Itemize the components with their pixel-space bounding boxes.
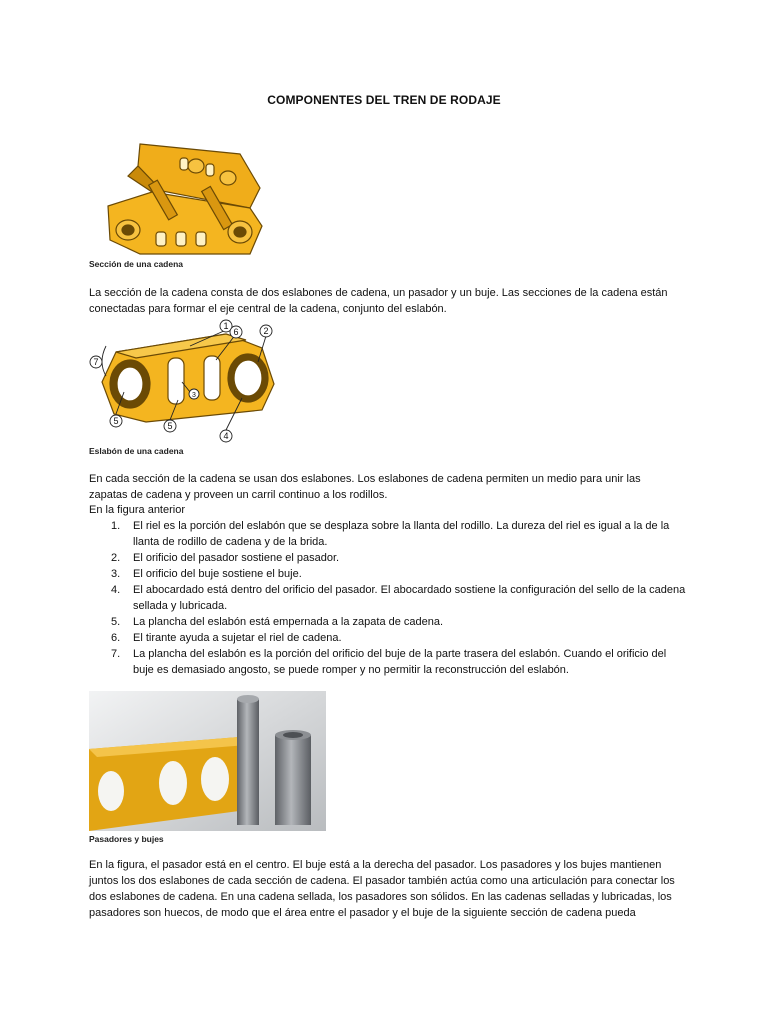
callout-4: 4 — [223, 431, 229, 441]
list-item: 5. La plancha del eslabón está empernada a la zapata de cadena. — [111, 616, 444, 628]
list-item: 1. El riel es la porción del eslabón que se desplaza sobre la llanta del rodillo. La dureza del riel es igual a la de la llanta de rodillo de cadena y de la brida. — [111, 520, 670, 548]
list-item: 7. La plancha del eslabón es la porción del orificio del buje de la parte trasera del eslabón. Cuando el orificio del buje es demasiado angosto, se puede romper y no permitir la reconstrucción del eslabón. — [111, 648, 667, 676]
callout-5b: 5 — [167, 421, 173, 431]
figure-caption: Eslabón de una cadena — [89, 446, 184, 456]
callout-3: 3 — [192, 392, 196, 399]
page-title: COMPONENTES DEL TREN DE RODAJE — [267, 93, 501, 107]
paragraph: En cada sección de la cadena se usan dos eslabones. Los eslabones de cadena permiten un medio para unir las zapatas de cadena y proveen un carril continuo a los rodillos. — [89, 473, 641, 501]
callout-2: 2 — [263, 326, 269, 336]
paragraph: La sección de la cadena consta de dos eslabones de cadena, un pasador y un buje. Las secciones de la cadena están conectadas para formar el eje central de la cadena, conjunto del eslabón. — [89, 287, 668, 315]
paragraph: En la figura, el pasador está en el centro. El buje está a la derecha del pasador. Los pasadores y los bujes mantienen juntos los dos eslabones de cada sección de cadena. El pasador también actúa como una articulación para conectar los dos eslabones de cadena. En una cadena sellada, los pasadores son sólidos. En las cadenas selladas y lubricadas, los pasadores son huecos, de modo que el área entre el pasador y el buje de la siguiente sección de cadena pueda — [89, 859, 675, 919]
callout-7: 7 — [93, 357, 99, 367]
callout-5a: 5 — [113, 416, 119, 426]
figure-caption: Sección de una cadena — [89, 259, 184, 269]
figure-caption: Pasadores y bujes — [89, 834, 164, 844]
paragraph: En la figura anterior — [89, 504, 185, 516]
callout-6: 6 — [233, 327, 239, 337]
chain-link-figure — [86, 318, 282, 446]
numbered-list — [89, 518, 689, 678]
list-item: 4. El abocardado está dentro del orificio del pasador. El abocardado sostiene la configuración del sello de la cadena sellada y lubricada. — [111, 584, 686, 612]
callout-1: 1 — [223, 321, 229, 331]
list-item: 2. El orificio del pasador sostiene el pasador. — [111, 552, 340, 564]
list-item: 6. El tirante ayuda a sujetar el riel de cadena. — [111, 632, 342, 644]
pins-bushings-photo — [89, 691, 326, 831]
chain-section-figure — [100, 136, 270, 260]
list-item: 3. El orificio del buje sostiene el buje. — [111, 568, 302, 580]
